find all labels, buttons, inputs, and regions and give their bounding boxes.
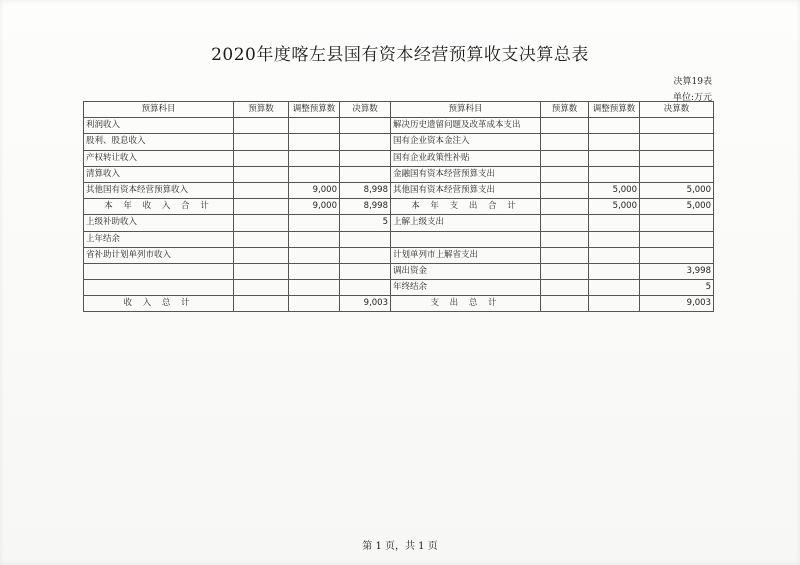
value-cell	[289, 247, 340, 263]
value-cell	[640, 215, 714, 231]
value-cell	[234, 134, 289, 150]
value-cell	[541, 182, 589, 198]
value-cell	[589, 134, 640, 150]
value-cell	[589, 150, 640, 166]
value-cell: 5,000	[640, 199, 714, 215]
table-row	[84, 263, 714, 279]
header-cell: 调整预算数	[289, 102, 340, 118]
header-cell: 调整预算数	[589, 102, 640, 118]
row-label-cell: 解决历史遗留问题及改革成本支出	[391, 118, 541, 134]
value-cell: 9,000	[289, 182, 340, 198]
value-cell	[589, 296, 640, 312]
table-row	[84, 182, 714, 198]
value-cell	[589, 280, 640, 296]
budget-table	[83, 101, 714, 312]
value-cell	[234, 166, 289, 182]
table-row	[84, 150, 714, 166]
value-cell	[340, 263, 391, 279]
value-cell	[640, 134, 714, 150]
value-cell	[541, 231, 589, 247]
row-label-cell: 计划单列市上解省支出	[391, 247, 541, 263]
row-label-cell: 调出资金	[391, 263, 541, 279]
value-cell	[234, 182, 289, 198]
row-label-cell: 其他国有资本经营预算支出	[391, 182, 541, 198]
value-cell	[234, 231, 289, 247]
value-cell: 5,000	[589, 199, 640, 215]
row-label-cell	[391, 231, 541, 247]
row-label-cell: 清算收入	[84, 166, 234, 182]
value-cell	[234, 263, 289, 279]
value-cell	[589, 247, 640, 263]
value-cell	[340, 280, 391, 296]
table-row	[84, 296, 714, 312]
value-cell	[589, 118, 640, 134]
value-cell	[234, 247, 289, 263]
value-cell	[541, 215, 589, 231]
form-code: 决算19表	[673, 77, 712, 87]
header-cell: 预算科目	[84, 102, 234, 118]
row-label-cell: 产权转让收入	[84, 150, 234, 166]
value-cell: 5,000	[640, 182, 714, 198]
value-cell	[640, 231, 714, 247]
value-cell	[640, 118, 714, 134]
row-label-cell: 支 出 总 计	[391, 296, 541, 312]
value-cell	[340, 231, 391, 247]
table-row	[84, 166, 714, 182]
table-body	[84, 118, 714, 312]
row-label-cell: 年终结余	[391, 280, 541, 296]
value-cell	[640, 150, 714, 166]
header-cell: 预算科目	[391, 102, 541, 118]
value-cell	[541, 296, 589, 312]
value-cell: 9,000	[289, 199, 340, 215]
value-cell: 8,998	[340, 199, 391, 215]
value-cell	[340, 166, 391, 182]
value-cell: 5,000	[589, 182, 640, 198]
table-header-row	[84, 102, 714, 118]
value-cell	[289, 118, 340, 134]
value-cell	[234, 280, 289, 296]
value-cell	[640, 247, 714, 263]
value-cell	[541, 118, 589, 134]
value-cell	[589, 263, 640, 279]
value-cell	[541, 150, 589, 166]
value-cell	[289, 150, 340, 166]
value-cell	[340, 150, 391, 166]
row-label-cell: 利润收入	[84, 118, 234, 134]
value-cell: 3,998	[640, 263, 714, 279]
header-cell: 预算数	[234, 102, 289, 118]
value-cell: 8,998	[340, 182, 391, 198]
value-cell	[541, 280, 589, 296]
value-cell	[234, 199, 289, 215]
row-label-cell: 上解上级支出	[391, 215, 541, 231]
unit-label: 单位:万元	[672, 93, 712, 103]
table-row	[84, 199, 714, 215]
value-cell: 9,003	[340, 296, 391, 312]
value-cell	[541, 247, 589, 263]
value-cell	[289, 166, 340, 182]
value-cell	[541, 263, 589, 279]
table-row	[84, 247, 714, 263]
value-cell	[234, 118, 289, 134]
header-cell: 预算数	[541, 102, 589, 118]
row-label-cell: 本 年 支 出 合 计	[391, 199, 541, 215]
row-label-cell: 国有企业政策性补贴	[391, 150, 541, 166]
value-cell	[289, 263, 340, 279]
value-cell	[289, 296, 340, 312]
value-cell	[640, 166, 714, 182]
value-cell	[541, 134, 589, 150]
table-row	[84, 118, 714, 134]
value-cell	[340, 134, 391, 150]
value-cell: 5	[640, 280, 714, 296]
value-cell	[289, 215, 340, 231]
value-cell	[234, 215, 289, 231]
row-label-cell	[84, 280, 234, 296]
value-cell	[340, 247, 391, 263]
table-row	[84, 280, 714, 296]
row-label-cell: 金融国有资本经营预算支出	[391, 166, 541, 182]
value-cell	[589, 231, 640, 247]
value-cell	[289, 134, 340, 150]
value-cell	[289, 280, 340, 296]
row-label-cell: 国有企业资本金注入	[391, 134, 541, 150]
row-label-cell: 上年结余	[84, 231, 234, 247]
row-label-cell: 省补助计划单列市收入	[84, 247, 234, 263]
value-cell: 5	[340, 215, 391, 231]
table-row	[84, 231, 714, 247]
table-row	[84, 134, 714, 150]
table-row	[84, 215, 714, 231]
value-cell	[234, 296, 289, 312]
value-cell	[589, 166, 640, 182]
page-footer: 第 1 页，共 1 页	[362, 541, 438, 552]
row-label-cell: 收 入 总 计	[84, 296, 234, 312]
value-cell	[234, 150, 289, 166]
page-title: 2020年度喀左县国有资本经营预算收支决算总表	[211, 45, 589, 65]
value-cell	[340, 118, 391, 134]
value-cell	[589, 215, 640, 231]
value-cell	[541, 166, 589, 182]
row-label-cell: 其他国有资本经营预算收入	[84, 182, 234, 198]
header-cell: 决算数	[640, 102, 714, 118]
header-cell: 决算数	[340, 102, 391, 118]
row-label-cell: 上级补助收入	[84, 215, 234, 231]
row-label-cell: 本 年 收 入 合 计	[84, 199, 234, 215]
row-label-cell	[84, 263, 234, 279]
value-cell: 9,003	[640, 296, 714, 312]
value-cell	[541, 199, 589, 215]
row-label-cell: 股利、股息收入	[84, 134, 234, 150]
value-cell	[289, 231, 340, 247]
